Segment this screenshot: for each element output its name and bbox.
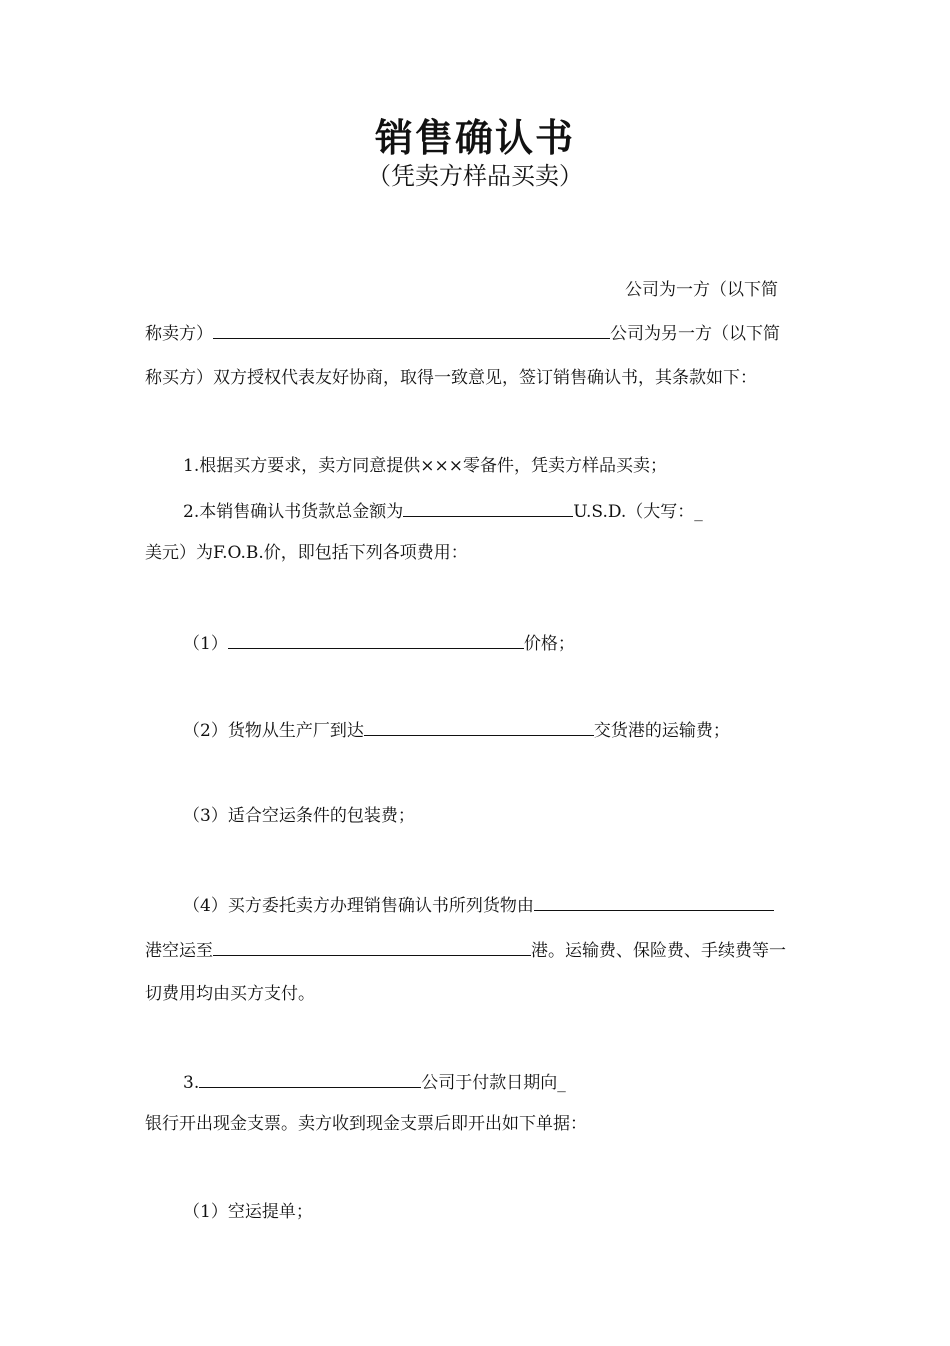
total-amount-blank[interactable] bbox=[403, 498, 573, 517]
clause-1 bbox=[183, 454, 667, 478]
cost-item-3 bbox=[183, 804, 415, 828]
cost-item-text: （1） bbox=[183, 634, 228, 654]
cost-item-text: 港。运输费、保险费、手续费等一 bbox=[531, 941, 786, 961]
seller-company-blank[interactable] bbox=[213, 320, 610, 339]
origin-port-blank[interactable] bbox=[534, 892, 774, 911]
document-item-text: （1）空运提单； bbox=[183, 1202, 313, 1222]
price-blank[interactable] bbox=[228, 630, 524, 649]
clause-2-text: 2.本销售确认书货款总金额为 bbox=[183, 502, 404, 522]
cost-item-text: （2）货物从生产厂到达 bbox=[183, 721, 364, 741]
intro-line-1 bbox=[625, 278, 778, 302]
intro-line-3 bbox=[145, 366, 757, 390]
intro-text: 称卖方） bbox=[145, 324, 213, 344]
clause-2-text: 美元）为F.O.B.价，即包括下列各项费用： bbox=[145, 543, 468, 563]
document-subtitle: （凭卖方样品买卖） bbox=[367, 162, 583, 190]
clause-3-text: 3. bbox=[183, 1073, 200, 1093]
intro-text: 公司为另一方（以下简 bbox=[610, 324, 780, 344]
clause-3-text: 银行开出现金支票。卖方收到现金支票后即开出如下单据： bbox=[145, 1114, 587, 1134]
clause-3-line-1 bbox=[183, 1069, 566, 1095]
clause-2-line-1 bbox=[183, 498, 703, 524]
clause-2-text: U.S.D.（大写：_ bbox=[573, 502, 703, 522]
cost-item-text: 交货港的运输费； bbox=[593, 721, 730, 741]
delivery-port-blank[interactable] bbox=[364, 717, 594, 736]
intro-line-2 bbox=[145, 320, 780, 346]
clause-2-line-2 bbox=[145, 541, 468, 565]
cost-item-1 bbox=[183, 630, 575, 656]
clause-3-text: 公司于付款日期向_ bbox=[421, 1073, 566, 1093]
payer-company-blank[interactable] bbox=[199, 1069, 421, 1088]
cost-item-text: 切费用均由买方支付。 bbox=[145, 984, 315, 1004]
clause-1-text: 1.根据买方要求，卖方同意提供×××零备件，凭卖方样品买卖； bbox=[183, 456, 667, 476]
cost-item-text: （3）适合空运条件的包装费； bbox=[183, 806, 415, 826]
cost-item-4-line-3 bbox=[145, 982, 315, 1006]
cost-item-2 bbox=[183, 717, 730, 743]
destination-port-blank[interactable] bbox=[213, 937, 531, 956]
cost-item-text: （4）买方委托卖方办理销售确认书所列货物由 bbox=[183, 896, 534, 916]
document-title: 销售确认书 bbox=[374, 116, 575, 160]
clause-3-line-2 bbox=[145, 1112, 587, 1136]
cost-item-4-line-1 bbox=[183, 892, 774, 918]
intro-text: 公司为一方（以下简 bbox=[625, 280, 778, 300]
intro-text: 称买方）双方授权代表友好协商，取得一致意见，签订销售确认书，其条款如下： bbox=[145, 368, 757, 388]
cost-item-4-line-2 bbox=[145, 937, 786, 963]
document-item-1 bbox=[183, 1200, 313, 1224]
cost-item-text: 价格； bbox=[523, 634, 575, 654]
cost-item-text: 港空运至 bbox=[145, 941, 213, 961]
